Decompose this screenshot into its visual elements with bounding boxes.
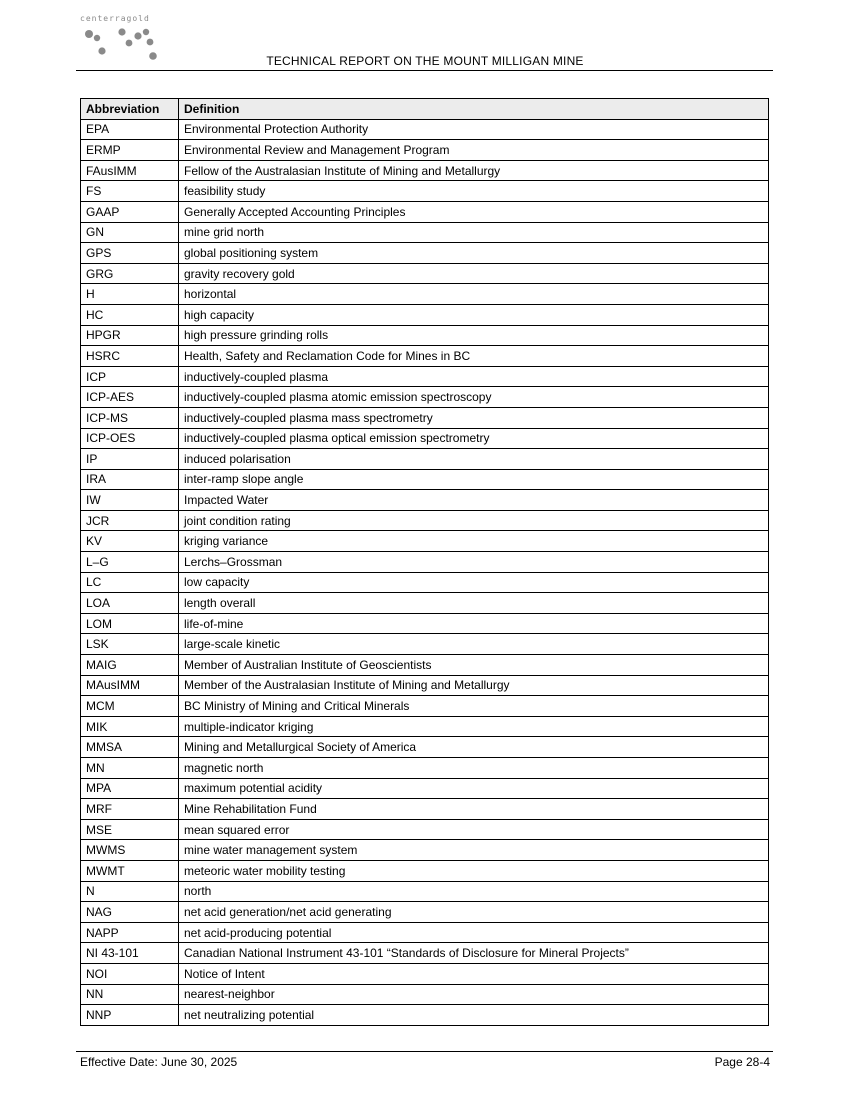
- table-row: [81, 366, 769, 387]
- table-row: [81, 407, 769, 428]
- table-row: [81, 552, 769, 573]
- definition-cell: Environmental Protection Authority: [179, 119, 769, 140]
- table-row: [81, 428, 769, 449]
- abbreviation-cell: GN: [81, 222, 179, 243]
- table-row: [81, 963, 769, 984]
- definition-cell: meteoric water mobility testing: [179, 860, 769, 881]
- definition-cell: Environmental Review and Management Program: [179, 140, 769, 161]
- report-title: TECHNICAL REPORT ON THE MOUNT MILLIGAN MINE: [266, 54, 584, 68]
- abbreviation-cell: MAusIMM: [81, 675, 179, 696]
- abbreviation-cell: ICP: [81, 366, 179, 387]
- abbreviation-cell: MN: [81, 758, 179, 779]
- definition-cell: Notice of Intent: [179, 963, 769, 984]
- abbreviation-cell: MCM: [81, 696, 179, 717]
- abbreviation-cell: GPS: [81, 243, 179, 264]
- definition-cell: Canadian National Instrument 43-101 “Standards of Disclosure for Mineral Projects”: [179, 943, 769, 964]
- abbreviation-cell: MWMT: [81, 860, 179, 881]
- definition-cell: Mine Rehabilitation Fund: [179, 799, 769, 820]
- definition-cell: inductively-coupled plasma atomic emission spectroscopy: [179, 387, 769, 408]
- logo-wordmark: centerragold: [80, 14, 150, 23]
- definition-cell: Member of the Australasian Institute of Mining and Metallurgy: [179, 675, 769, 696]
- definition-cell: BC Ministry of Mining and Critical Minerals: [179, 696, 769, 717]
- table-row: [81, 304, 769, 325]
- definition-cell: net acid-producing potential: [179, 922, 769, 943]
- definition-cell: Health, Safety and Reclamation Code for Mines in BC: [179, 346, 769, 367]
- table-row: [81, 737, 769, 758]
- definition-cell: magnetic north: [179, 758, 769, 779]
- abbreviation-cell: HC: [81, 304, 179, 325]
- column-header-definition: Definition: [179, 99, 769, 120]
- abbreviation-cell: NI 43-101: [81, 943, 179, 964]
- abbreviation-cell: ICP-MS: [81, 407, 179, 428]
- abbreviation-cell: HPGR: [81, 325, 179, 346]
- definition-cell: net acid generation/net acid generating: [179, 902, 769, 923]
- table-row: [81, 531, 769, 552]
- table-body: [81, 119, 769, 1025]
- table-row: [81, 634, 769, 655]
- abbreviation-cell: MWMS: [81, 840, 179, 861]
- abbreviation-cell: ERMP: [81, 140, 179, 161]
- table-row: [81, 593, 769, 614]
- abbreviation-cell: NOI: [81, 963, 179, 984]
- abbreviation-cell: MAIG: [81, 655, 179, 676]
- abbreviation-cell: GAAP: [81, 201, 179, 222]
- table-row: [81, 181, 769, 202]
- abbreviation-cell: MPA: [81, 778, 179, 799]
- table-row: [81, 778, 769, 799]
- definition-cell: Generally Accepted Accounting Principles: [179, 201, 769, 222]
- definition-cell: Lerchs–Grossman: [179, 552, 769, 573]
- definition-cell: high pressure grinding rolls: [179, 325, 769, 346]
- definition-cell: north: [179, 881, 769, 902]
- definition-cell: inductively-coupled plasma optical emission spectrometry: [179, 428, 769, 449]
- definition-cell: high capacity: [179, 304, 769, 325]
- abbreviation-cell: ICP-OES: [81, 428, 179, 449]
- abbreviation-cell: IRA: [81, 469, 179, 490]
- abbreviation-cell: NAG: [81, 902, 179, 923]
- abbreviations-table: [80, 98, 769, 1026]
- abbreviation-cell: GRG: [81, 263, 179, 284]
- abbreviation-cell: NN: [81, 984, 179, 1005]
- abbreviation-cell: HSRC: [81, 346, 179, 367]
- abbreviation-cell: JCR: [81, 510, 179, 531]
- table-row: [81, 263, 769, 284]
- definition-cell: multiple-indicator kriging: [179, 716, 769, 737]
- table-row: [81, 572, 769, 593]
- table-row: [81, 510, 769, 531]
- table-row: [81, 696, 769, 717]
- abbreviation-cell: MIK: [81, 716, 179, 737]
- table-row: [81, 1005, 769, 1026]
- table-row: [81, 201, 769, 222]
- table-row: [81, 449, 769, 470]
- definition-cell: inductively-coupled plasma: [179, 366, 769, 387]
- abbreviation-cell: MRF: [81, 799, 179, 820]
- definition-cell: mine grid north: [179, 222, 769, 243]
- table-row: [81, 613, 769, 634]
- definition-cell: feasibility study: [179, 181, 769, 202]
- abbreviation-cell: EPA: [81, 119, 179, 140]
- definition-cell: mean squared error: [179, 819, 769, 840]
- definition-cell: length overall: [179, 593, 769, 614]
- table-row: [81, 675, 769, 696]
- definition-cell: Impacted Water: [179, 490, 769, 511]
- definition-cell: joint condition rating: [179, 510, 769, 531]
- definition-cell: inductively-coupled plasma mass spectrometry: [179, 407, 769, 428]
- abbreviation-cell: ICP-AES: [81, 387, 179, 408]
- table-row: [81, 943, 769, 964]
- table-row: [81, 325, 769, 346]
- abbreviation-cell: LC: [81, 572, 179, 593]
- definition-cell: life-of-mine: [179, 613, 769, 634]
- table-row: [81, 655, 769, 676]
- table-row: [81, 490, 769, 511]
- definition-cell: Fellow of the Australasian Institute of Mining and Metallurgy: [179, 160, 769, 181]
- abbreviation-cell: LOM: [81, 613, 179, 634]
- definition-cell: gravity recovery gold: [179, 263, 769, 284]
- abbreviation-cell: NAPP: [81, 922, 179, 943]
- table-row: [81, 716, 769, 737]
- definition-cell: inter-ramp slope angle: [179, 469, 769, 490]
- abbreviation-cell: FAusIMM: [81, 160, 179, 181]
- definition-cell: net neutralizing potential: [179, 1005, 769, 1026]
- abbreviation-cell: N: [81, 881, 179, 902]
- definition-cell: horizontal: [179, 284, 769, 305]
- table-row: [81, 922, 769, 943]
- abbreviation-cell: LOA: [81, 593, 179, 614]
- table-row: [81, 819, 769, 840]
- table-row: [81, 346, 769, 367]
- table-row: [81, 222, 769, 243]
- table-row: [81, 140, 769, 161]
- definition-cell: maximum potential acidity: [179, 778, 769, 799]
- definition-cell: low capacity: [179, 572, 769, 593]
- table-row: [81, 160, 769, 181]
- abbreviation-cell: IP: [81, 449, 179, 470]
- abbreviation-cell: MSE: [81, 819, 179, 840]
- definition-cell: kriging variance: [179, 531, 769, 552]
- page-number: Page 28-4: [714, 1055, 770, 1069]
- definition-cell: mine water management system: [179, 840, 769, 861]
- footer-divider: [76, 1051, 773, 1052]
- table-row: [81, 881, 769, 902]
- table-row: [81, 119, 769, 140]
- definition-cell: Member of Australian Institute of Geoscientists: [179, 655, 769, 676]
- abbreviation-cell: IW: [81, 490, 179, 511]
- definition-cell: nearest-neighbor: [179, 984, 769, 1005]
- table-row: [81, 469, 769, 490]
- definition-cell: induced polarisation: [179, 449, 769, 470]
- abbreviation-cell: FS: [81, 181, 179, 202]
- abbreviation-cell: MMSA: [81, 737, 179, 758]
- table-row: [81, 284, 769, 305]
- definition-cell: large-scale kinetic: [179, 634, 769, 655]
- abbreviation-cell: H: [81, 284, 179, 305]
- table-row: [81, 840, 769, 861]
- table-row: [81, 758, 769, 779]
- table-row: [81, 860, 769, 881]
- abbreviation-cell: NNP: [81, 1005, 179, 1026]
- table-row: [81, 984, 769, 1005]
- abbreviation-cell: KV: [81, 531, 179, 552]
- table-row: [81, 243, 769, 264]
- table-row: [81, 799, 769, 820]
- header-divider: [76, 70, 773, 71]
- table-row: [81, 902, 769, 923]
- abbreviation-cell: LSK: [81, 634, 179, 655]
- definition-cell: global positioning system: [179, 243, 769, 264]
- column-header-abbreviation: Abbreviation: [81, 99, 179, 120]
- definition-cell: Mining and Metallurgical Society of America: [179, 737, 769, 758]
- abbreviation-cell: L–G: [81, 552, 179, 573]
- table-header-row: [81, 99, 769, 120]
- table-row: [81, 387, 769, 408]
- effective-date: Effective Date: June 30, 2025: [80, 1055, 238, 1069]
